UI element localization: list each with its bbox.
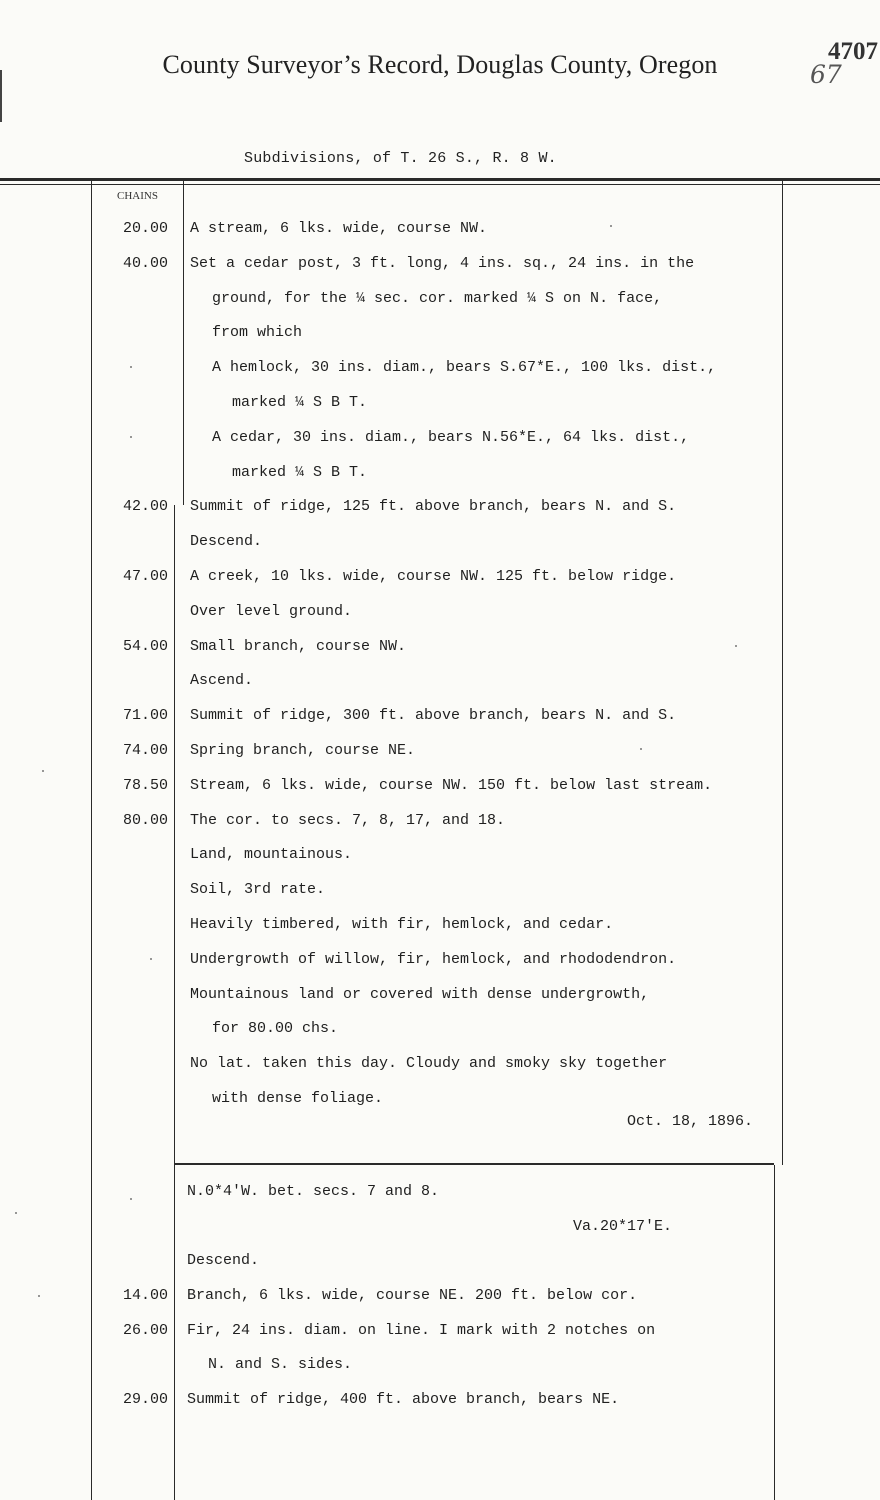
note-line <box>0 672 880 707</box>
note-line <box>0 568 880 603</box>
chain-distance: 74.00 <box>122 742 168 759</box>
chain-distance: 47.00 <box>122 568 168 585</box>
survey-date: Oct. 18, 1896. <box>627 1113 754 1130</box>
chain-distance: 26.00 <box>122 1321 168 1339</box>
note-line <box>0 742 880 777</box>
note-line <box>0 812 880 847</box>
paper-speck <box>150 958 152 960</box>
note-text: Small branch, course NW. <box>190 637 407 655</box>
note-text: Mountainous land or covered with dense undergrowth, <box>190 985 650 1003</box>
note-line <box>0 1287 880 1322</box>
note-line <box>0 324 880 359</box>
note-line <box>0 951 880 986</box>
note-text: with dense foliage. <box>212 1090 384 1107</box>
note-text: Summit of ridge, 300 ft. above branch, bears N. and S. <box>190 707 677 725</box>
note-text: No lat. taken this day. Cloudy and smoky sky together <box>190 1055 668 1073</box>
note-line <box>0 1252 880 1287</box>
note-line <box>0 846 880 881</box>
chain-distance: 80.00 <box>122 811 168 829</box>
note-text: Summit of ridge, 125 ft. above branch, bears N. and S. <box>190 498 677 516</box>
note-text: marked ¼ S B T. <box>232 463 368 481</box>
note-text: for 80.00 chs. <box>212 1020 339 1038</box>
note-line <box>0 464 880 499</box>
chain-distance: 40.00 <box>122 254 168 272</box>
note-text: Descend. <box>190 533 263 551</box>
chains-column-header: CHAINS <box>117 190 158 202</box>
note-text: from which <box>212 324 303 342</box>
paper-speck <box>735 645 737 647</box>
note-text: Spring branch, course NE. <box>190 742 416 759</box>
header-rule-thin <box>0 184 880 185</box>
note-text: The cor. to secs. 7, 8, 17, and 18. <box>190 811 506 829</box>
chain-distance: 29.00 <box>122 1391 168 1409</box>
paper-speck <box>130 1198 132 1200</box>
chain-distance: 20.00 <box>122 220 168 237</box>
paper-speck <box>640 748 642 750</box>
section-2-variation-row <box>0 1218 880 1253</box>
note-text: Summit of ridge, 400 ft. above branch, bears NE. <box>187 1391 620 1409</box>
note-text: N. and S. sides. <box>208 1356 353 1374</box>
note-line <box>0 881 880 916</box>
note-text: Set a cedar post, 3 ft. long, 4 ins. sq., 24 ins. in the <box>190 254 695 272</box>
page-number-handwritten: 67 <box>810 60 842 89</box>
note-line <box>0 1055 880 1090</box>
paper-speck <box>42 770 44 772</box>
note-text: Fir, 24 ins. diam. on line. I mark with 2 notches on <box>187 1321 656 1339</box>
note-line <box>0 359 880 394</box>
note-line <box>0 498 880 533</box>
note-text: Over level ground. <box>190 602 353 620</box>
paper-speck <box>38 1295 40 1297</box>
note-text: Undergrowth of willow, fir, hemlock, and rhododendron. <box>190 950 677 968</box>
note-line <box>0 1391 880 1426</box>
note-line <box>0 220 880 255</box>
paper-speck <box>130 366 132 368</box>
note-text: Soil, 3rd rate. <box>190 881 326 899</box>
header-rule-thick <box>0 178 880 181</box>
note-line <box>0 1356 880 1391</box>
chain-distance: 42.00 <box>122 498 168 516</box>
note-text: Heavily timbered, with fir, hemlock, and cedar. <box>190 916 614 933</box>
paper-speck <box>15 1212 17 1214</box>
note-text: Land, mountainous. <box>190 846 353 864</box>
note-line <box>0 986 880 1021</box>
page-number-typed: 4707 <box>828 38 878 65</box>
note-line <box>0 707 880 742</box>
note-text: marked ¼ S B T. <box>232 394 368 411</box>
note-line <box>0 394 880 429</box>
section-2-heading: N.0*4'W. bet. secs. 7 and 8. <box>187 1183 440 1200</box>
section-1-date-row <box>0 1113 880 1148</box>
note-line <box>0 916 880 951</box>
note-text: A stream, 6 lks. wide, course NW. <box>190 220 488 237</box>
section-2-heading-row <box>0 1183 880 1218</box>
section-divider <box>174 1163 774 1165</box>
note-text: A hemlock, 30 ins. diam., bears S.67*E., 100 lks. dist., <box>212 359 717 377</box>
note-text: Ascend. <box>190 672 254 690</box>
note-line <box>0 255 880 290</box>
note-text: ground, for the ¼ sec. cor. marked ¼ S on N. face, <box>212 289 663 307</box>
note-text: A creek, 10 lks. wide, course NW. 125 ft. below ridge. <box>190 568 677 585</box>
note-line <box>0 1322 880 1357</box>
note-line <box>0 533 880 568</box>
note-text: Stream, 6 lks. wide, course NW. 150 ft. below last stream. <box>190 776 713 794</box>
chain-distance: 78.50 <box>122 776 168 794</box>
chain-distance: 54.00 <box>122 637 168 655</box>
chain-distance: 71.00 <box>122 707 168 725</box>
magnetic-variation: Va.20*17'E. <box>573 1218 673 1235</box>
note-line <box>0 638 880 673</box>
chain-distance: 14.00 <box>122 1286 168 1304</box>
note-line <box>0 777 880 812</box>
note-line <box>0 603 880 638</box>
note-line <box>0 290 880 325</box>
note-line <box>0 429 880 464</box>
note-text: Branch, 6 lks. wide, course NE. 200 ft. below cor. <box>187 1286 638 1304</box>
note-text: Descend. <box>187 1252 260 1269</box>
paper-speck <box>130 436 132 438</box>
chains-header-spacer <box>104 205 183 206</box>
note-line <box>0 1020 880 1055</box>
page-title: County Surveyor’s Record, Douglas County, Oregon <box>162 50 718 79</box>
record-subtitle: Subdivisions, of T. 26 S., R. 8 W. <box>244 150 557 167</box>
note-text: A cedar, 30 ins. diam., bears N.56*E., 64 lks. dist., <box>212 428 690 446</box>
paper-speck <box>610 225 612 227</box>
